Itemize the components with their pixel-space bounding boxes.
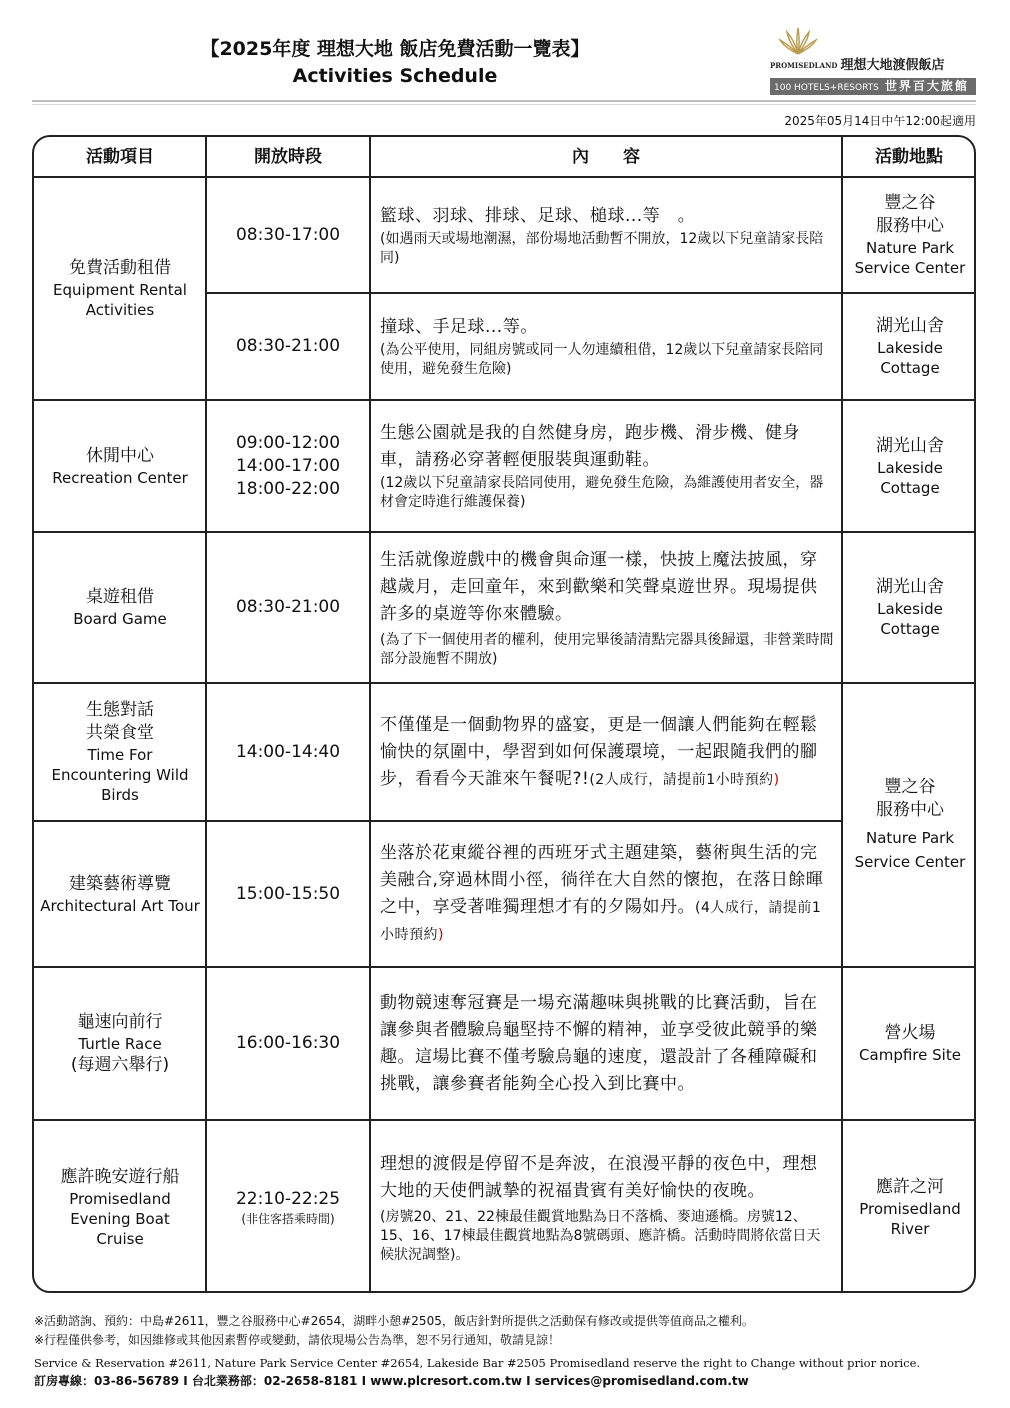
activity-content: 生活就像遊戲中的機會與命運一樣，快披上魔法披風，穿越歲月，走回童年，來到歡樂和笑聲桌遊世界。現場提供許多的桌遊等你來體驗。 (為了下一個使用者的權利，使用完畢後請清點完器具後歸還，非營業時間部分設施暫不開放) bbox=[380, 549, 834, 667]
column-header-time: 開放時段 bbox=[254, 147, 322, 167]
footer-note-english: Service & Reservation #2611, Nature Park Service Center #2654, Lakeside Bar #2505 Promisedland reserve the right to Change without prior norice. bbox=[34, 1356, 921, 1370]
header-divider-thin bbox=[32, 104, 976, 105]
activity-content: 生態公園就是我的自然健身房，跑步機、滑步機、健身車，請務必穿著輕便服裝與運動鞋。 (12歲以下兒童請家長陪同使用，避免發生危險，為維護使用者安全，器材會定時進行維護保養) bbox=[380, 423, 824, 510]
activity-board-game: 桌遊租借 Board Game bbox=[73, 587, 167, 628]
page-title: 【2025年度 理想大地 飯店免費活動一覽表】 bbox=[200, 38, 590, 60]
logo-brand: PROMISEDLAND bbox=[770, 61, 838, 70]
time-slot: 15:00-15:50 bbox=[235, 883, 341, 904]
time-slot: 08:30-17:00 bbox=[235, 224, 341, 245]
time-slot: 08:30-21:00 bbox=[235, 336, 341, 356]
time-slot: 09:00-12:00 14:00-17:00 18:00-22:00 bbox=[235, 432, 341, 499]
logo-ranking-cn: 世界百大旅館 bbox=[884, 79, 969, 93]
activity-boat-cruise: 應許晚安遊行船 Promisedland Evening Boat Cruise bbox=[60, 1167, 180, 1248]
activity-location: 湖光山舍 Lakeside Cottage bbox=[876, 435, 944, 497]
logo-ranking-bar bbox=[770, 78, 976, 95]
activity-location: 豐之谷 服務中心 Nature Park Service Center bbox=[854, 193, 966, 277]
activity-location-shared: 豐之谷 服務中心 Nature Park Service Center bbox=[854, 777, 966, 871]
activity-content: 不僅僅是一個動物界的盛宴，更是一個讓人們能夠在輕鬆愉快的氛圍中，學習到如何保護環境，一起跟隨我們的腳步，看看今天誰來午餐呢?!(2人成行，請提前1小時預約) bbox=[380, 714, 818, 789]
activity-location: 湖光山舍 Lakeside Cottage bbox=[876, 316, 944, 377]
activity-turtle-race: 龜速向前行 Turtle Race (每週六舉行) bbox=[70, 1011, 170, 1075]
activity-architectural-tour: 建築藝術導覽 Architectural Art Tour bbox=[40, 873, 200, 915]
column-header-location: 活動地點 bbox=[875, 147, 943, 167]
activity-recreation-center: 休閒中心 Recreation Center bbox=[52, 445, 188, 487]
footer-note-disclaimer: ※行程僅供參考，如因維修或其他因素暫停或變動，請依現場公告為準，恕不另行通知，敬請見諒！ bbox=[34, 1333, 561, 1347]
activity-location: 營火場 Campfire Site bbox=[859, 1023, 961, 1064]
column-header-content: 內 容 bbox=[572, 147, 640, 167]
page-subtitle: Activities Schedule bbox=[292, 65, 498, 87]
logo-name: 理想大地渡假飯店 bbox=[840, 58, 945, 73]
time-slot: 14:00-14:40 bbox=[235, 741, 341, 762]
column-header-activity: 活動項目 bbox=[86, 147, 154, 167]
header-divider bbox=[32, 100, 976, 102]
effective-date: 2025年05月14日中午12:00起適用 bbox=[784, 114, 976, 128]
activity-location: 應許之河 Promisedland River bbox=[859, 1177, 961, 1238]
activity-content: 籃球、羽球、排球、足球、槌球...等 。 (如遇雨天或場地潮濕，部份場地活動暫不開放，12歲以下兒童請家長陪同) bbox=[380, 205, 824, 266]
activities-table bbox=[32, 135, 976, 1293]
activity-location: 湖光山舍 Lakeside Cottage bbox=[876, 577, 944, 638]
activity-content: 動物競速奪冠賽是一場充滿趣味與挑戰的比賽活動，旨在讓參與者體驗烏龜堅持不懈的精神，並享受彼此競爭的樂趣。這場比賽不僅考驗烏龜的速度，還設計了各種障礙和挑戰，讓參賽者能夠全心投入到比賽中。 bbox=[380, 992, 818, 1094]
activity-content: 理想的渡假是停留不是奔波，在浪漫平靜的夜色中，理想大地的天使們誠摯的祝福貴賓有美好愉快的夜晚。 (房號20、21、22棟最佳觀賞地點為日不落橋、麥迪遜橋。房號12、15、16、17棟最佳觀賞地點為8號碼頭、應許橋。活動時間將依當日天候狀況調整)。 bbox=[380, 1153, 821, 1263]
activity-content: 撞球、手足球...等。 (為公平使用，同組房號或同一人勿連續租借，12歲以下兒童請家長陪同使用，避免發生危險) bbox=[380, 317, 824, 377]
activity-equipment-rental: 免費活動租借 Equipment Rental Activities bbox=[53, 258, 187, 319]
time-slot: 22:10-22:25 (非住客搭乘時間) bbox=[235, 1189, 341, 1226]
activity-wild-birds: 生態對話 共榮食堂 Time For Encountering Wild Birds bbox=[51, 700, 189, 804]
lotus-logo-icon bbox=[778, 26, 818, 56]
time-slot: 16:00-16:30 bbox=[235, 1033, 341, 1053]
footer-contact: 訂房專線：03-86-56789 I 台北業務部：02-2658-8181 I www.plcresort.com.tw I services@promisedland.com.tw bbox=[34, 1374, 749, 1388]
time-slot: 08:30-21:00 bbox=[235, 597, 341, 617]
hotel-logo bbox=[770, 26, 980, 98]
footer-note-reservation: ※活動諮詢、預約：中島#2611，豐之谷服務中心#2654，湖畔小憩#2505，飯店針對所提供之活動保有修改或提供等值商品之權利。 bbox=[34, 1314, 754, 1328]
activity-content: 坐落於花東縱谷裡的西班牙式主題建築，藝術與生活的完美融合,穿過林間小徑，徜徉在大自然的懷抱，在落日餘暉之中，享受著唯獨理想才有的夕陽如丹。(4人成行，請提前1小時預約) bbox=[380, 843, 824, 943]
logo-ranking-en: 100 HOTELS+RESORTS bbox=[774, 83, 879, 93]
